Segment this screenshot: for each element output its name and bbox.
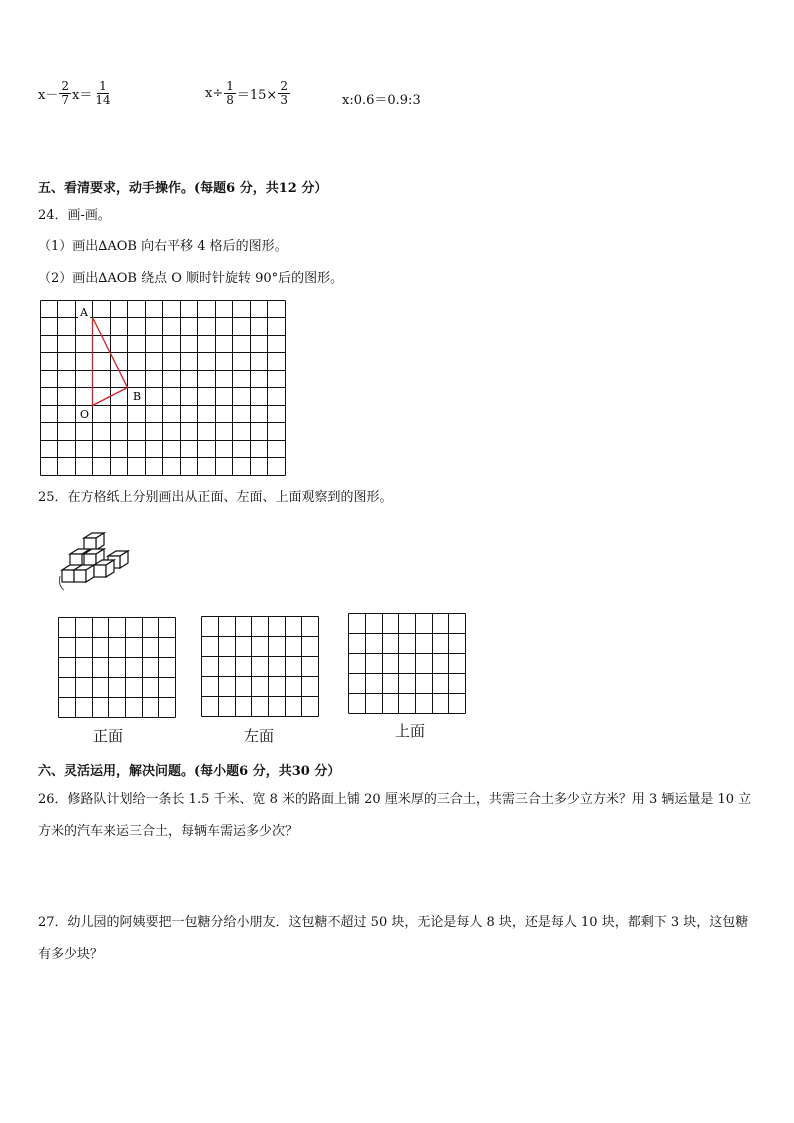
fraction-denominator: 14 [95, 93, 111, 107]
q27-text: 27．幼儿园的阿姨要把一包糖分给小朋友．这包糖不超过 50 块，无论是每人 8 块，还是每人 10 块，都剩下 3 块，这包糖有多少块？ [38, 915, 749, 962]
eq1-part-a: x－ [38, 88, 59, 103]
equation-1 [38, 80, 114, 107]
q24-part-1: （1）画出∆AOB 向右平移 4 格后的图形。 [38, 239, 288, 254]
fraction [93, 80, 112, 107]
fraction-denominator: 3 [280, 93, 288, 107]
grid-left-view [201, 616, 321, 720]
fraction-numerator: 1 [99, 79, 107, 93]
eq1-part-b: x＝ [71, 88, 93, 103]
fraction-denominator: 7 [61, 93, 69, 107]
fraction [224, 80, 236, 107]
grid-top-view [348, 613, 468, 717]
grid-lines [41, 301, 286, 476]
label-b: B [133, 390, 142, 403]
fraction [278, 80, 290, 107]
grid-front-view [58, 617, 178, 721]
q24-grid [40, 300, 288, 478]
eq3-text: x:0.6＝0.9:3 [342, 93, 421, 108]
label-o: O [80, 408, 90, 421]
fraction-denominator: 8 [226, 93, 234, 107]
label-top-view: 上面 [395, 722, 426, 740]
q25-title: 25．在方格纸上分别画出从正面、左面、上面观察到的图形。 [38, 490, 393, 505]
equation-3 [342, 89, 421, 108]
q26-text: 26．修路队计划给一条长 1.5 千米、宽 8 米的路面上铺 20 厘米厚的三合土，共需三合土多少立方米？用 3 辆运量是 10 立方米的汽车来运三合土，每辆车需运多少次？ [38, 792, 752, 839]
fraction-numerator: 1 [226, 79, 234, 93]
label-left-view: 左面 [244, 727, 275, 745]
equation-2 [205, 80, 291, 107]
fraction-numerator: 2 [280, 79, 288, 93]
q24-part-2: （2）画出∆AOB 绕点 O 顺时针旋转 90°后的图形。 [38, 271, 344, 286]
label-a: A [80, 306, 88, 319]
section-6-heading: 六、灵活运用，解决问题。(每小题6 分，共30 分） [38, 764, 341, 779]
fraction-numerator: 2 [61, 79, 69, 93]
q24-title: 24．画-画。 [38, 208, 111, 223]
section-5-heading: 五、看清要求，动手操作。(每题6 分，共12 分） [38, 181, 328, 196]
label-front-view: 正面 [93, 727, 124, 745]
eq2-part-a: x÷ [205, 86, 224, 101]
fraction [59, 80, 71, 107]
eq2-part-b: ＝15× [236, 88, 278, 103]
cube-stack-illustration [56, 532, 136, 594]
